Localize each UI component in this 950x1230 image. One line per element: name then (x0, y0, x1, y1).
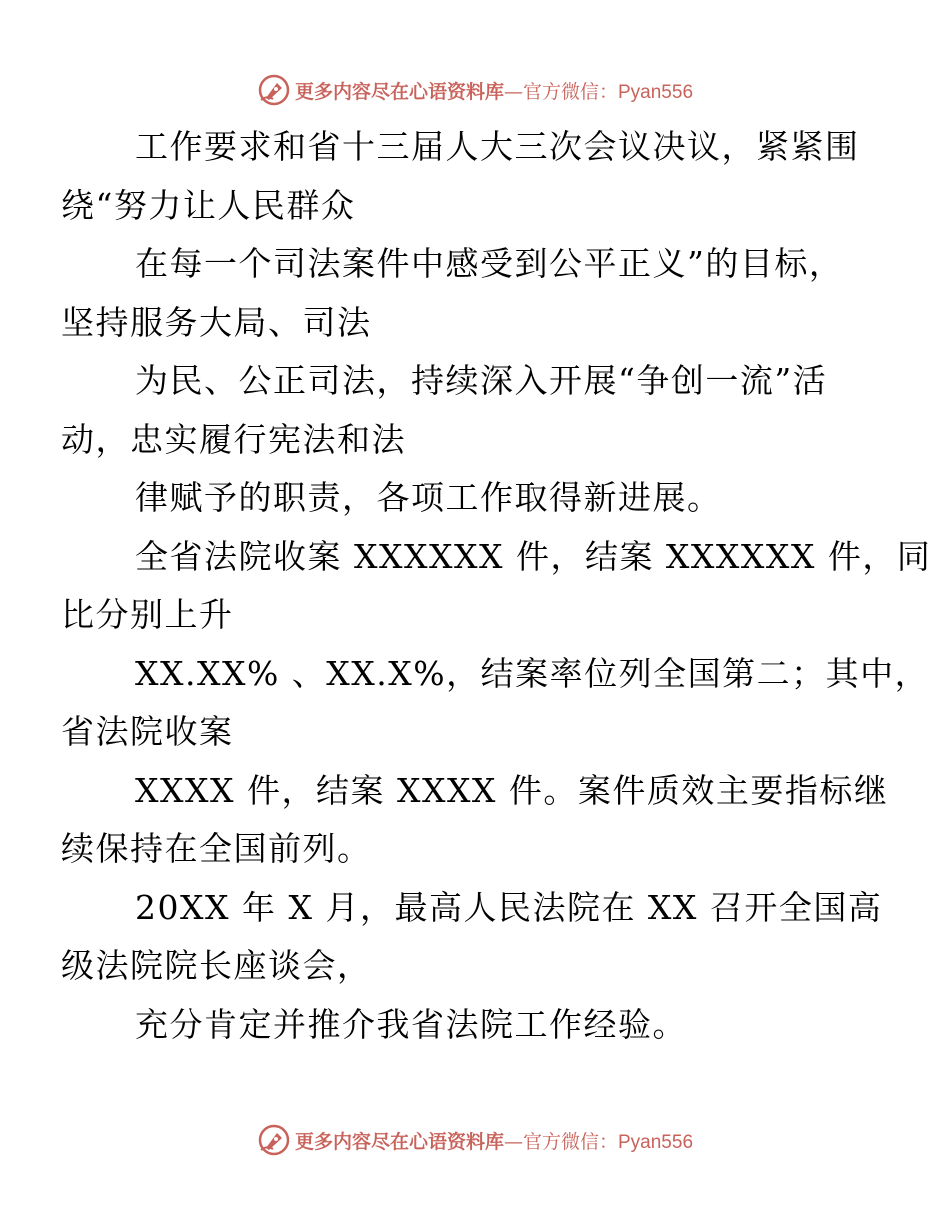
footer-banner (0, 1120, 950, 1160)
paragraph-line: 续保持在全国前列。 (61, 829, 372, 868)
pen-nib-circle-icon (257, 1123, 291, 1157)
paragraph-6 (61, 645, 930, 762)
paragraph-3 (61, 352, 858, 469)
paragraph-2 (61, 235, 858, 352)
paragraph-line: XX.XX% 、XX.X%，结案率位列全国第二；其中， (135, 653, 930, 693)
paragraph-1 (61, 118, 860, 235)
paragraph-line: 比分别上升 (61, 595, 234, 634)
paragraph-8 (61, 879, 883, 996)
document-body (61, 118, 932, 1054)
paragraph-5 (61, 528, 932, 645)
paragraph-line: 全省法院收案 XXXXXX 件，结案 XXXXXX 件，同 (135, 536, 932, 576)
header-wechat-label: 官方微信： (522, 80, 618, 103)
footer-separator: — (503, 1130, 523, 1153)
paragraph-9 (98, 996, 858, 1055)
paragraph-line: 省法院收案 (61, 712, 234, 751)
paragraph-7 (61, 762, 889, 879)
paragraph-line: 为民、公正司法，持续深入开展“争创一流”活 (135, 361, 828, 400)
paragraph-line: 在每一个司法案件中感受到公平正义”的目标， (135, 244, 844, 283)
paragraph-line: 动，忠实履行宪法和法 (61, 419, 406, 459)
header-brand-line (295, 77, 693, 104)
paragraph-line: 工作要求和省十三届人大三次会议决议，紧紧围 (135, 127, 860, 166)
header-banner (0, 70, 950, 110)
paragraph-line: 坚持服务大局、司法 (61, 302, 372, 342)
pen-nib-circle-icon (257, 73, 291, 107)
paragraph-line: 充分肯定并推介我省法院工作经验。 (135, 1004, 687, 1044)
footer-wechat-label: 官方微信： (522, 1130, 618, 1153)
paragraph-line: 绕“努力让人民群众 (61, 185, 356, 225)
paragraph-line: 20XX 年 X 月，最高人民法院在 XX 召开全国高 (135, 887, 883, 927)
paragraph-line: 律赋予的职责，各项工作取得新进展。 (135, 478, 722, 517)
footer-brand-text: 更多内容尽在心语资料库 (294, 1130, 504, 1153)
header-wechat-id: Pyan556 (618, 81, 694, 103)
paragraph-line: 级法院院长座谈会， (61, 946, 372, 985)
header-brand-text: 更多内容尽在心语资料库 (294, 80, 504, 103)
footer-brand-line (295, 1127, 693, 1154)
paragraph-4 (98, 469, 858, 528)
footer-wechat-id: Pyan556 (618, 1131, 694, 1153)
paragraph-line: XXXX 件，结案 XXXX 件。案件质效主要指标继 (135, 770, 889, 810)
header-separator: — (503, 80, 523, 103)
